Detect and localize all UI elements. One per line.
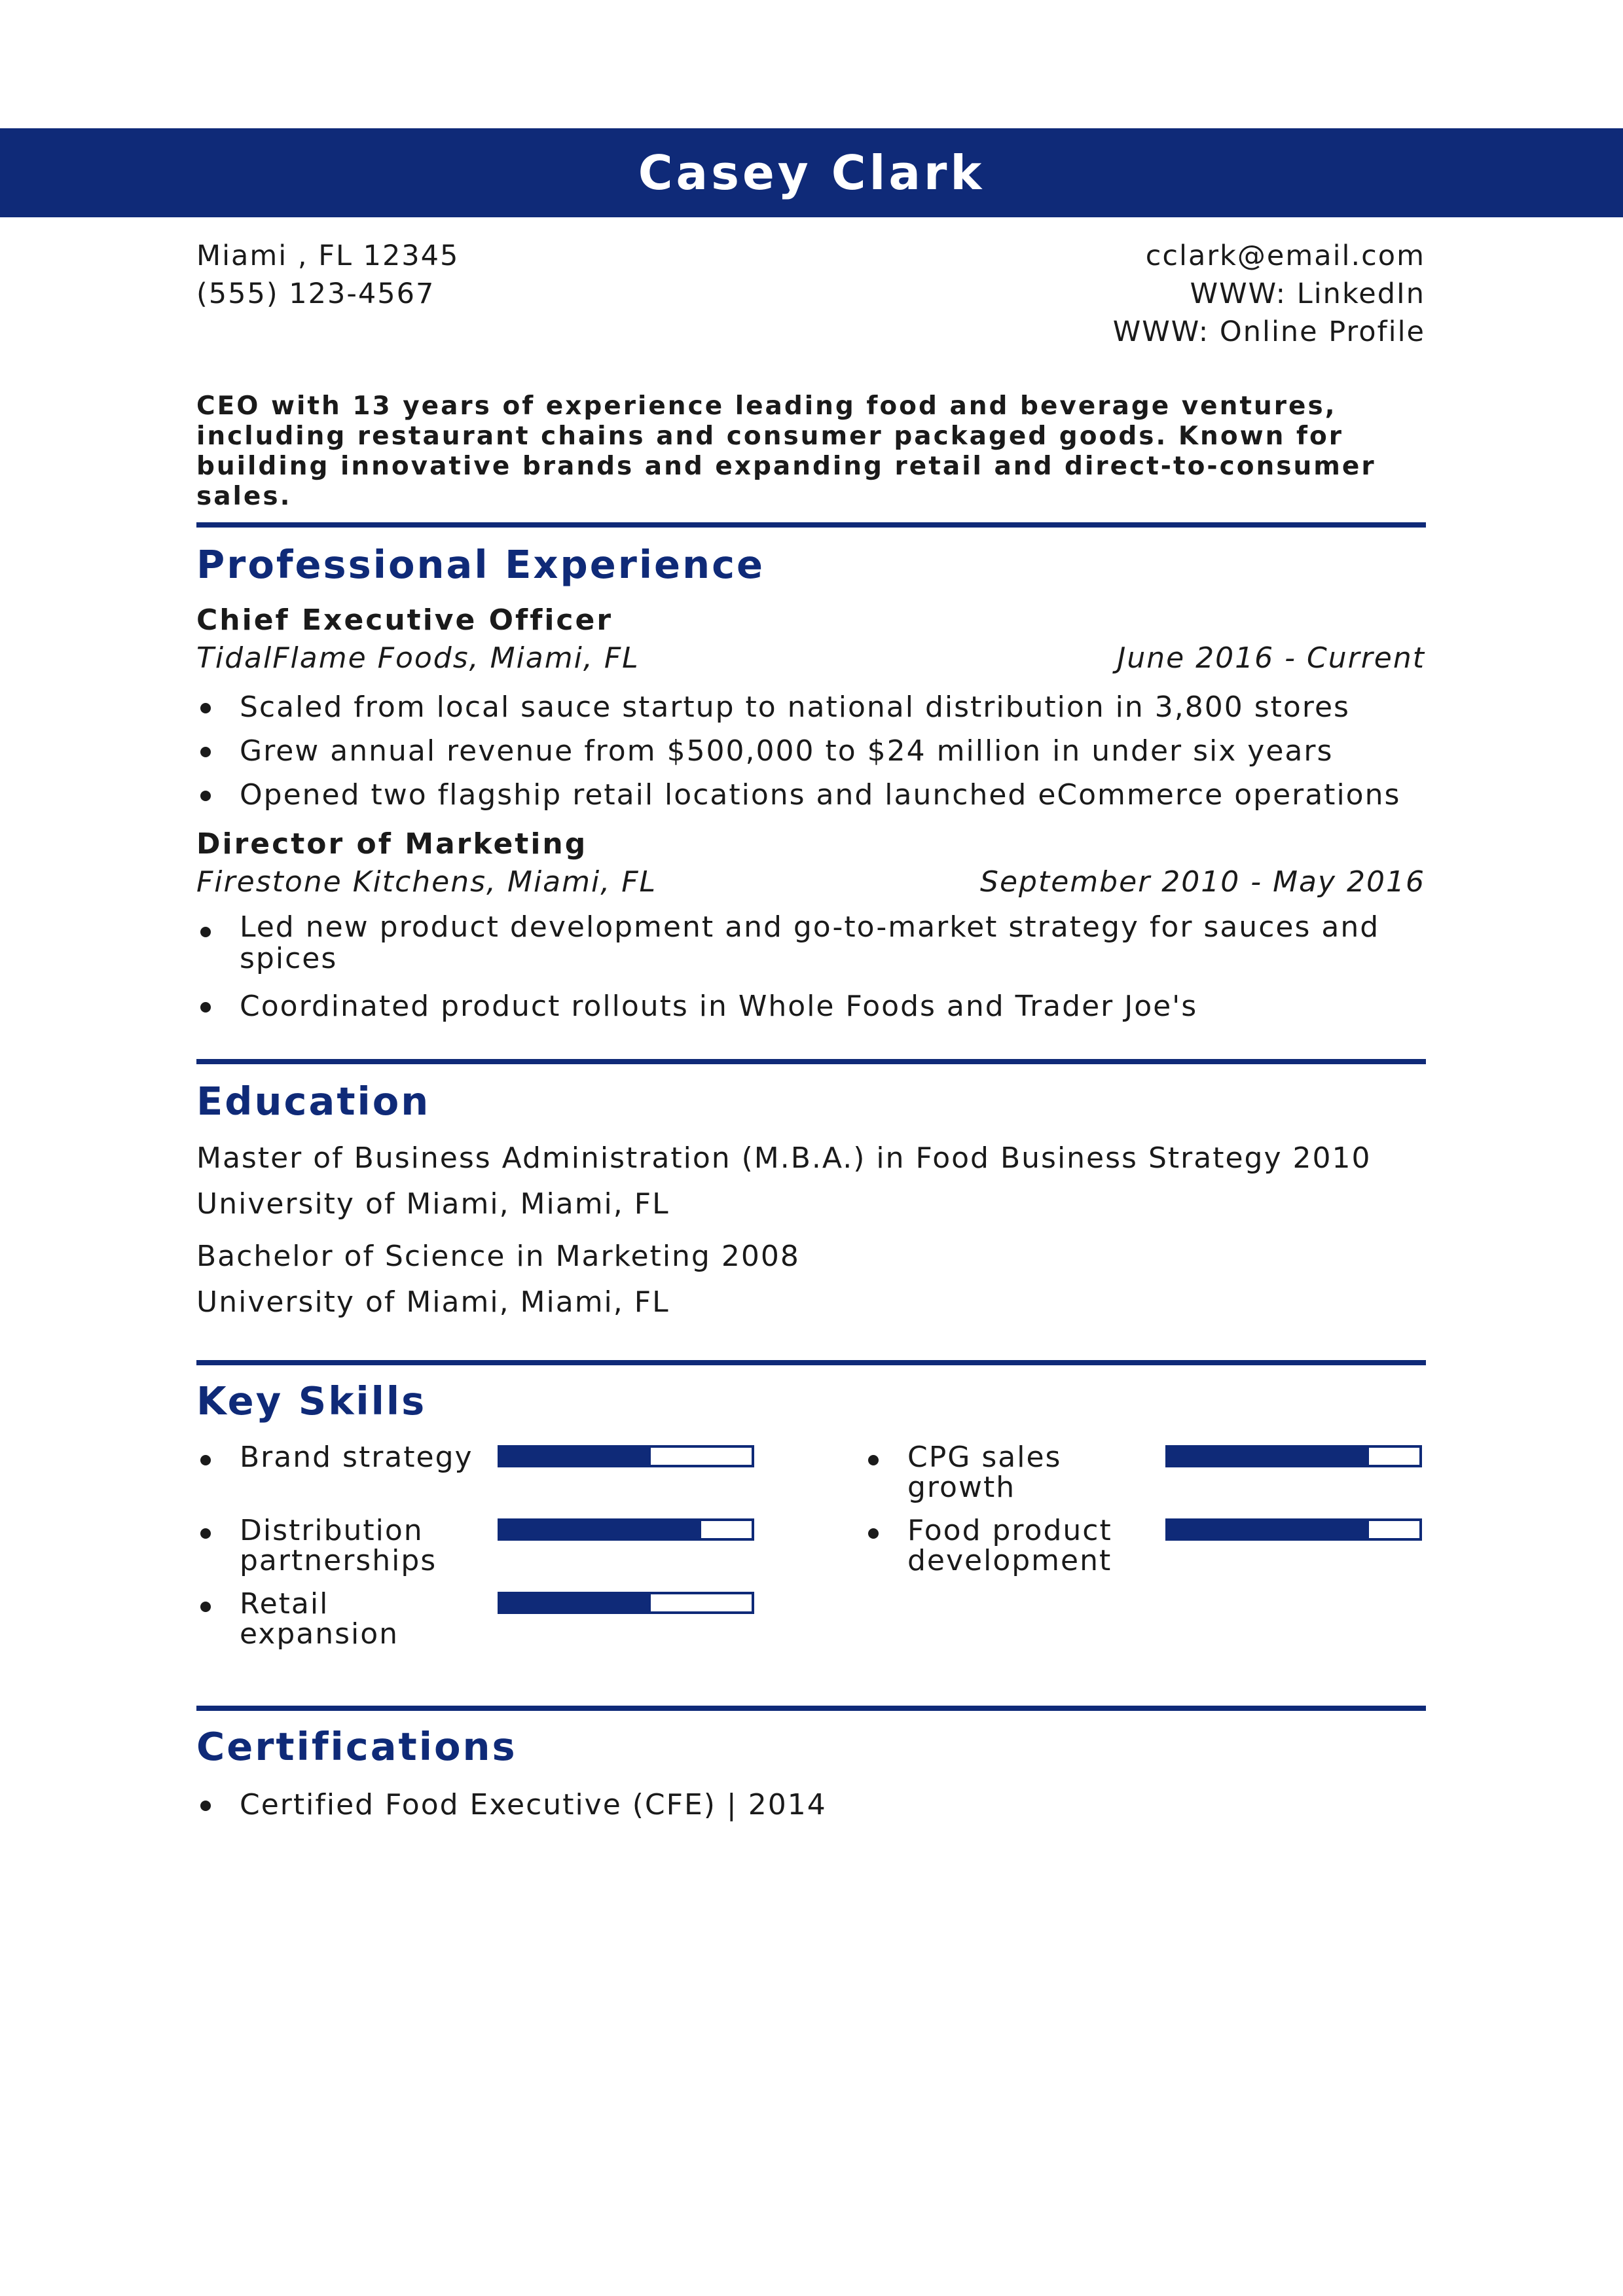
candidate-name: Casey Clark	[638, 145, 985, 200]
skill-level-bar	[498, 1445, 754, 1467]
education-degree: Bachelor of Science in Marketing 2008	[196, 1240, 800, 1273]
skill-level-fill	[500, 1521, 701, 1538]
skill-level-bar	[498, 1518, 754, 1541]
contact-email[interactable]: cclark@email.com	[1145, 240, 1425, 272]
education-school: University of Miami, Miami, FL	[196, 1187, 670, 1221]
job-dates: September 2010 - May 2016	[980, 865, 1425, 899]
bullet-icon	[200, 747, 211, 757]
education-degree: Master of Business Administration (M.B.A.) in Food Business Strategy 2010	[196, 1141, 1372, 1175]
experience-heading: Professional Experience	[196, 542, 765, 587]
job-bullet: Grew annual revenue from $500,000 to $24 million in under six years	[240, 734, 1334, 768]
bullet-icon	[868, 1528, 879, 1539]
certification-item: Certified Food Executive (CFE) | 2014	[240, 1788, 827, 1821]
bullet-icon	[200, 1455, 211, 1465]
skill-level-bar	[498, 1592, 754, 1614]
bullet-icon	[200, 1801, 211, 1811]
skill-level-fill	[1168, 1448, 1369, 1465]
job-bullet: Led new product development and go-to-market strategy for sauces and spices	[240, 910, 1380, 975]
certifications-heading: Certifications	[196, 1724, 517, 1769]
skill-level-bar	[1165, 1518, 1422, 1541]
job-title: Director of Marketing	[196, 827, 588, 861]
job-bullet: Opened two flagship retail locations and launched eCommerce operations	[240, 778, 1401, 812]
education-school: University of Miami, Miami, FL	[196, 1285, 670, 1319]
skills-heading: Key Skills	[196, 1378, 427, 1424]
skill-level-bar	[1165, 1445, 1422, 1467]
bullet-icon	[868, 1455, 879, 1465]
bullet-icon	[200, 1602, 211, 1612]
contact-online-profile[interactable]: WWW: Online Profile	[1112, 315, 1425, 348]
section-divider	[196, 1059, 1426, 1064]
contact-phone: (555) 123-4567	[196, 278, 435, 310]
skill-label: Food product development	[907, 1514, 1112, 1577]
section-divider	[196, 1706, 1426, 1711]
skill-label: CPG sales growth	[907, 1441, 1062, 1504]
professional-summary: CEO with 13 years of experience leading food and beverage ventures, including restaurant chains and consumer packaged goods. Known for building innovative brands and expanding retail and direct-to-consumer sales.	[196, 391, 1376, 511]
skill-label: Brand strategy	[240, 1441, 473, 1474]
section-divider	[196, 522, 1426, 528]
bullet-icon	[200, 1002, 211, 1013]
skill-level-fill	[500, 1594, 651, 1611]
contact-address: Miami , FL 12345	[196, 240, 460, 272]
job-bullet: Scaled from local sauce startup to national distribution in 3,800 stores	[240, 691, 1350, 724]
job-company: Firestone Kitchens, Miami, FL	[196, 865, 657, 899]
education-heading: Education	[196, 1079, 431, 1124]
skill-level-fill	[1168, 1521, 1369, 1538]
job-bullet: Coordinated product rollouts in Whole Foods and Trader Joe's	[240, 990, 1198, 1023]
skill-level-fill	[500, 1448, 651, 1465]
job-dates: June 2016 - Current	[1117, 641, 1425, 675]
job-title: Chief Executive Officer	[196, 603, 613, 637]
section-divider	[196, 1360, 1426, 1365]
contact-linkedin[interactable]: WWW: LinkedIn	[1190, 278, 1425, 310]
bullet-icon	[200, 1528, 211, 1539]
bullet-icon	[200, 791, 211, 801]
job-company: TidalFlame Foods, Miami, FL	[196, 641, 640, 675]
skill-label: Distribution partnerships	[240, 1514, 437, 1577]
bullet-icon	[200, 703, 211, 713]
bullet-icon	[200, 927, 211, 937]
skill-label: Retail expansion	[240, 1587, 399, 1651]
